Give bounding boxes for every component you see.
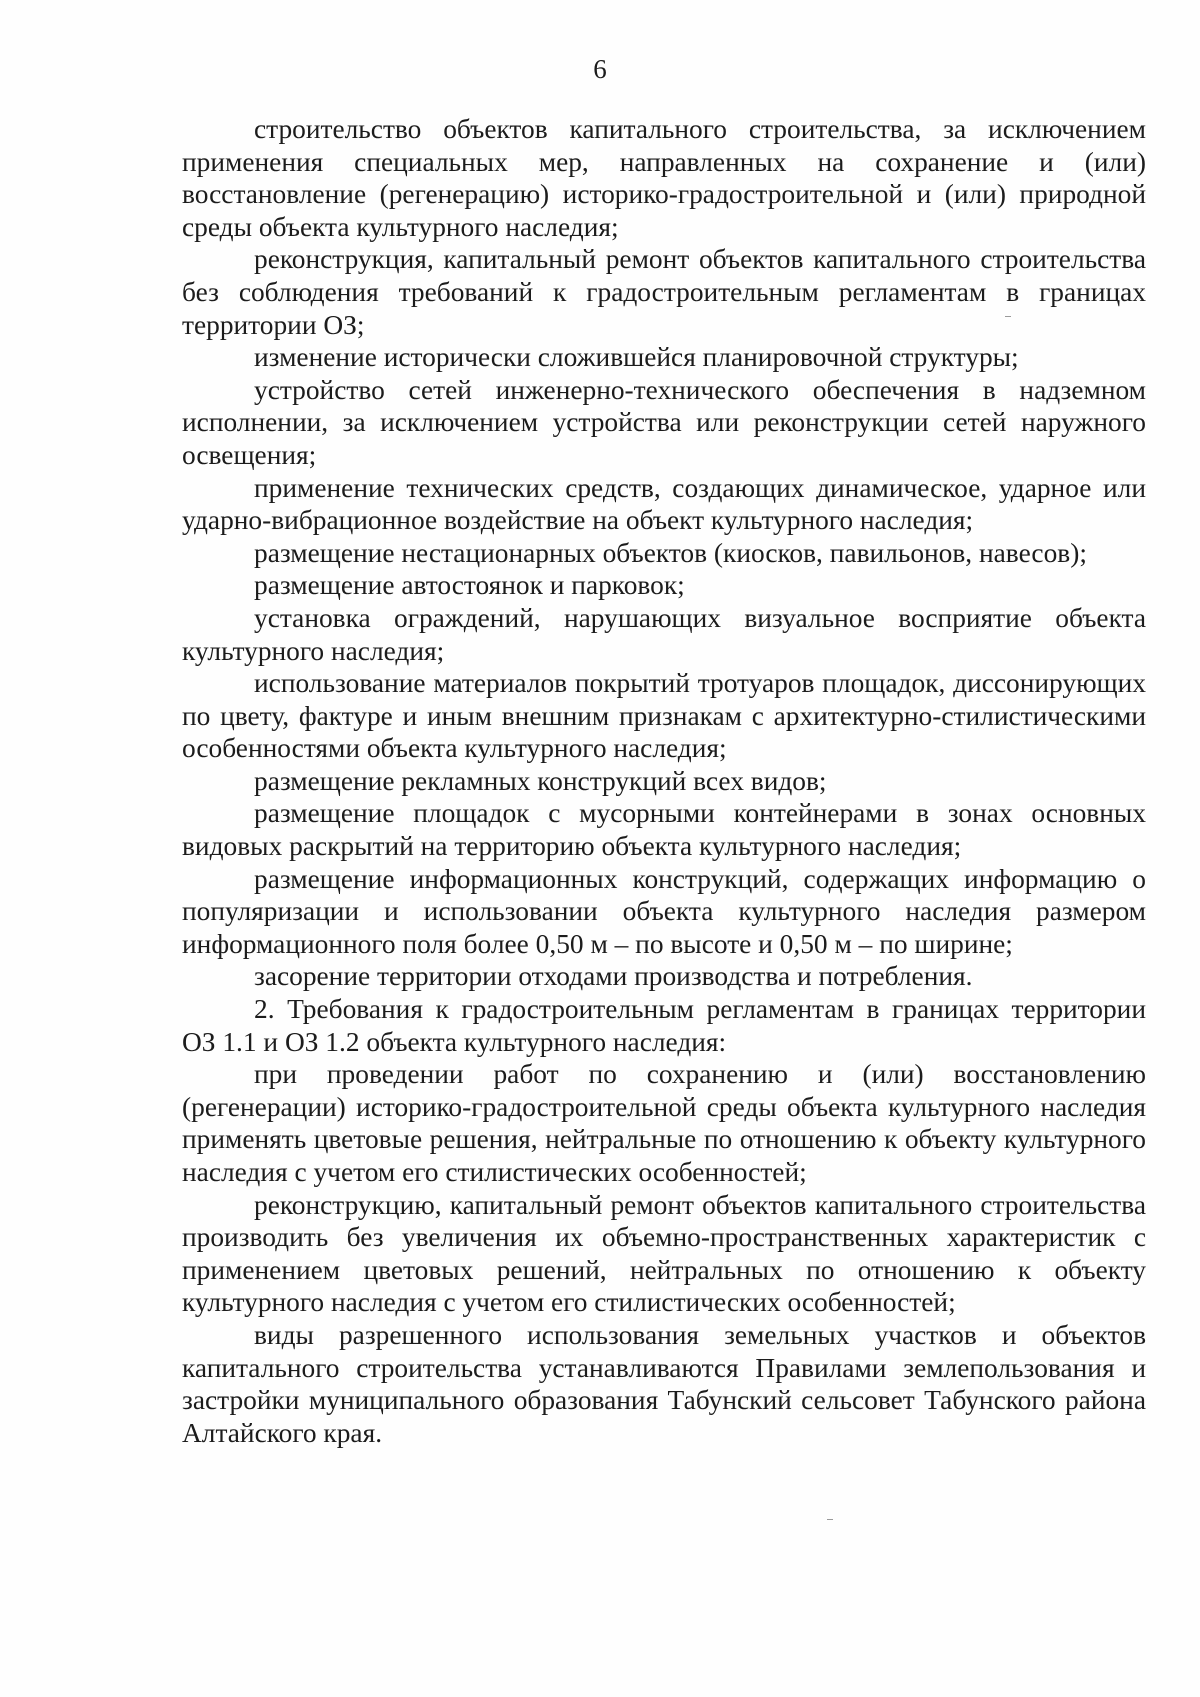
paragraph-waste-containers: размещение площадок с мусорными контейнерами в зонах основных видовых раскрытий на территорию объекта культурного наследия; (182, 798, 1146, 862)
page-number: 6 (593, 54, 607, 84)
paragraph-section-2-heading: 2. Требования к градостроительным регламентам в границах территории ОЗ 1.1 и ОЗ 1.2 объекта культурного наследия: (182, 994, 1146, 1057)
paragraph-color-solutions: при проведении работ по сохранению и (или) восстановлению (регенерации) историко-градостроительной среды объекта культурного наследия применять цветовые решения, нейтральные по отношению к объекту культурного наследия с учетом его стилистических особенностей; (182, 1059, 1146, 1187)
paragraph-parking: размещение автостоянок и парковок; (254, 570, 685, 601)
paragraph-permitted-use: виды разрешенного использования земельных участков и объектов капитального строительства устанавливаются Правилами землепользования и застройки муниципального образования Табунский сельсовет Табунского района Алтайского края. (182, 1319, 1146, 1448)
paragraph-non-stationary-objects: размещение нестационарных объектов (киосков, павильонов, навесов); (254, 537, 1087, 568)
paragraph-planning-structure: изменение исторически сложившейся планировочной структуры; (254, 342, 1019, 373)
scan-speck (827, 1519, 833, 1520)
document-body (182, 113, 1146, 1449)
paragraph-engineering-networks: устройство сетей инженерно-технического обеспечения в надземном исполнении, за исключением устройства или реконструкции сетей наружного освещения; (182, 374, 1146, 470)
paragraph-littering: засорение территории отходами производства и потребления. (254, 961, 973, 992)
paragraph-fences: установка ограждений, нарушающих визуальное восприятие объекта культурного наследия; (182, 602, 1146, 666)
paragraph-reconstruction: реконструкция, капитальный ремонт объектов капитального строительства без соблюдения требований к градостроительным регламентам в границах территории ОЗ; (182, 244, 1146, 340)
paragraph-information-structures: размещение информационных конструкций, содержащих информацию о популяризации и использовании объекта культурного наследия размером информационного поля более 0,50 м – по высоте и 0,50 м – по ширине; (182, 863, 1146, 959)
scan-speck (1005, 316, 1011, 317)
paragraph-technical-means: применение технических средств, создающих динамическое, ударное или ударно-вибрационное воздействие на объект культурного наследия; (182, 472, 1146, 536)
paragraph-pavement-materials: использование материалов покрытий тротуаров площадок, диссонирующих по цвету, фактуре и иным внешним признакам с архитектурно-стилистическими особенностями объекта культурного наследия; (182, 668, 1146, 764)
paragraph-reconstruction-requirements: реконструкцию, капитальный ремонт объектов капитального строительства производить без увеличения их объемно-пространственных характеристик с применением цветовых решений, нейтральных по отношению к объекту культурного наследия с учетом его стилистических особенностей; (182, 1189, 1146, 1318)
paragraph-capital-construction: строительство объектов капитального строительства, за исключением применения специальных мер, направленных на сохранение и (или) восстановление (регенерацию) историко-градостроительной и (или) природной среды объекта культурного наследия; (182, 114, 1146, 242)
paragraph-advertising: размещение рекламных конструкций всех видов; (254, 765, 827, 796)
